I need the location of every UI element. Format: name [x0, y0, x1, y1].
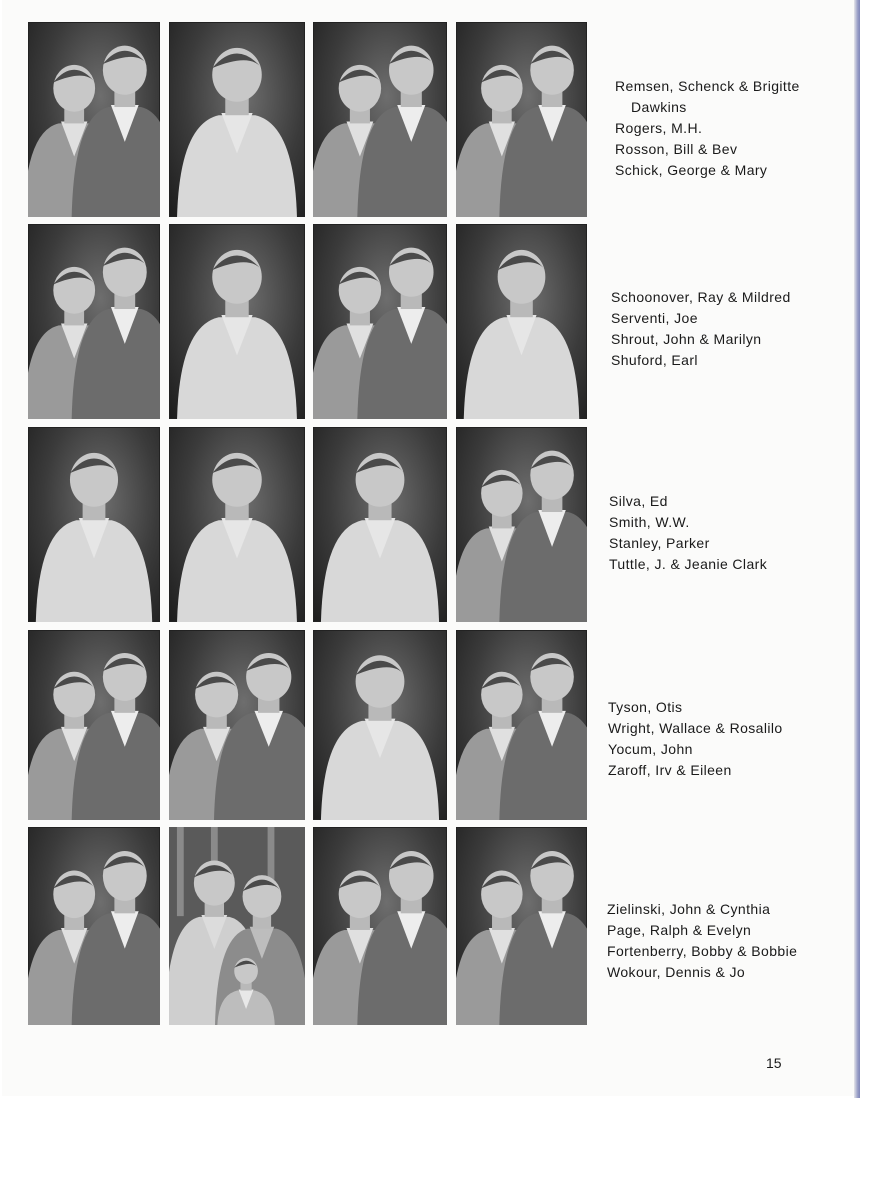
portrait-photo	[28, 630, 160, 820]
name-text: Tyson, Otis	[608, 699, 683, 715]
portrait-silhouette	[456, 630, 587, 820]
name-entry	[607, 941, 797, 962]
portrait-photo	[313, 427, 447, 622]
name-text: Stanley, Parker	[609, 535, 710, 551]
name-entry	[607, 899, 797, 920]
portrait-silhouette	[456, 827, 587, 1025]
name-text: Schoonover, Ray & Mildred	[611, 289, 791, 305]
portrait-silhouette	[169, 427, 305, 622]
name-text: Wright, Wallace & Rosalilo	[608, 720, 783, 736]
portrait-silhouette	[456, 427, 587, 622]
name-text: Tuttle, J. & Jeanie Clark	[609, 556, 768, 572]
name-text: Rosson, Bill & Bev	[615, 141, 738, 157]
portrait-photo	[313, 224, 447, 419]
name-continuation: Dawkins	[631, 99, 687, 115]
portrait-silhouette	[28, 827, 160, 1025]
name-entry	[609, 533, 767, 554]
name-entry	[609, 491, 767, 512]
portrait-silhouette	[28, 224, 160, 419]
name-text: Smith, W.W.	[609, 514, 690, 530]
name-list	[608, 697, 783, 781]
name-list	[611, 287, 791, 371]
portrait-silhouette	[313, 427, 447, 622]
name-list	[609, 491, 767, 575]
name-entry	[608, 760, 783, 781]
name-text: Zielinski, John & Cynthia	[607, 901, 771, 917]
portrait-photo	[169, 630, 305, 820]
name-entry	[611, 329, 791, 350]
name-text: Page, Ralph & Evelyn	[607, 922, 752, 938]
portrait-silhouette	[456, 22, 587, 217]
name-list	[607, 899, 797, 983]
page-edge	[854, 0, 860, 1098]
portrait-silhouette	[169, 630, 305, 820]
portrait-photo	[28, 22, 160, 217]
name-text: Serventi, Joe	[611, 310, 698, 326]
name-text: Shrout, John & Marilyn	[611, 331, 762, 347]
name-text: Fortenberry, Bobby & Bobbie	[607, 943, 798, 959]
name-text: Remsen, Schenck & Brigitte	[615, 78, 800, 94]
name-text: Wokour, Dennis & Jo	[607, 964, 746, 980]
name-entry	[611, 350, 791, 371]
name-entry	[611, 287, 791, 308]
portrait-silhouette	[28, 630, 160, 820]
name-entry	[607, 962, 797, 983]
name-text: Zaroff, Irv & Eileen	[608, 762, 732, 778]
name-text: Rogers, M.H.	[615, 120, 703, 136]
portrait-silhouette	[313, 827, 447, 1025]
name-text: Silva, Ed	[609, 493, 668, 509]
portrait-photo	[456, 630, 587, 820]
name-entry	[609, 512, 767, 533]
name-entry	[615, 118, 800, 139]
portrait-photo	[456, 827, 587, 1025]
portrait-photo	[313, 630, 447, 820]
page-number: 15	[766, 1055, 782, 1071]
name-entry	[608, 739, 783, 760]
portrait-silhouette	[313, 224, 447, 419]
name-entry	[615, 160, 800, 181]
portrait-photo	[169, 427, 305, 622]
name-text: Yocum, John	[608, 741, 693, 757]
portrait-photo	[28, 827, 160, 1025]
portrait-silhouette	[28, 427, 160, 622]
portrait-silhouette	[313, 22, 447, 217]
name-entry	[609, 554, 767, 575]
portrait-photo	[313, 827, 447, 1025]
portrait-silhouette	[313, 630, 447, 820]
portrait-silhouette	[169, 224, 305, 419]
portrait-silhouette	[169, 22, 305, 217]
portrait-photo	[169, 224, 305, 419]
name-entry	[608, 718, 783, 739]
portrait-photo	[456, 224, 587, 419]
portrait-photo	[456, 22, 587, 217]
name-text: Schick, George & Mary	[615, 162, 768, 178]
portrait-photo	[313, 22, 447, 217]
portrait-photo	[28, 427, 160, 622]
name-text: Shuford, Earl	[611, 352, 698, 368]
portrait-silhouette	[28, 22, 160, 217]
name-entry	[615, 76, 800, 118]
name-entry	[607, 920, 797, 941]
portrait-photo	[169, 827, 305, 1025]
name-list	[615, 76, 800, 181]
portrait-photo	[456, 427, 587, 622]
portrait-photo	[169, 22, 305, 217]
portrait-silhouette	[456, 224, 587, 419]
name-entry	[615, 139, 800, 160]
name-entry	[611, 308, 791, 329]
portrait-silhouette	[169, 827, 305, 1025]
portrait-photo	[28, 224, 160, 419]
name-entry	[608, 697, 783, 718]
